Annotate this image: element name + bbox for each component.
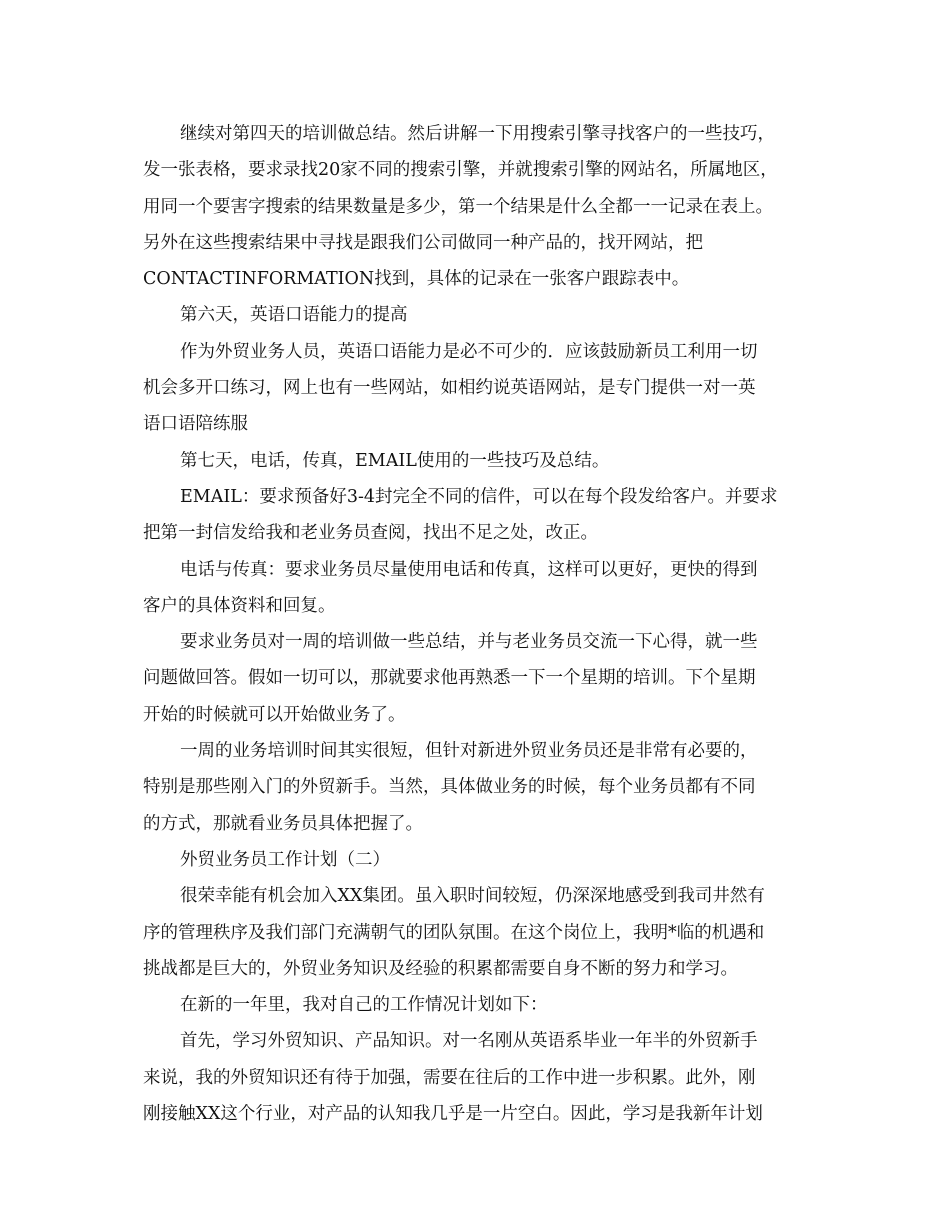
text-line: 电话与传真：要求业务员尽量使用电话和传真，这样可以更好，更快的得到 [180,559,758,580]
text-line: CONTACTINFORMATION找到，具体的记录在一张客户跟踪表中。 [143,269,690,290]
text-line: 开始的时候就可以开始做业务了。 [143,704,406,725]
text-line: 首先，学习外贸知识、产品知识。对一名刚从英语系毕业一年半的外贸新手 [180,1031,758,1052]
text-line: 外贸业务员工作计划（二） [180,849,390,870]
text-line: 作为外贸业务人员，英语口语能力是必不可少的．应该鼓励新员工利用一切 [180,341,758,362]
text-line: 第七天，电话，传真，EMAIL使用的一些技巧及总结。 [180,450,610,471]
text-line: 来说，我的外贸知识还有待于加强，需要在往后的工作中进一步积累。此外，刚 [143,1067,756,1088]
text-line: 语口语陪练服 [143,414,248,435]
document-body [143,116,815,1132]
text-line: 在新的一年里，我对自己的工作情况计划如下： [180,995,548,1016]
text-line: 刚接触XX这个行业，对产品的认知我几乎是一片空白。因此，学习是我新年计划 [143,1104,763,1125]
text-line: 序的管理秩序及我们部门充满朝气的团队氛围。在这个岗位上，我明*临的机遇和 [143,922,765,943]
text-line: 客户的具体资料和回复。 [143,595,336,616]
text-line: EMAIL：要求预备好3-4封完全不同的信件，可以在每个段发给客户。并要求 [180,486,778,507]
text-line: 用同一个要害字搜索的结果数量是多少，第一个结果是什么全都一一记录在表上。 [143,196,773,217]
text-line: 特别是那些刚入门的外贸新手。当然，具体做业务的时候，每个业务员都有不同 [143,777,756,798]
text-line: 第六天，英语口语能力的提高 [180,305,408,326]
text-line: 很荣幸能有机会加入XX集团。虽入职时间较短，仍深深地感受到我司井然有 [180,886,765,907]
text-line: 的方式，那就看业务员具体把握了。 [143,813,423,834]
text-line: 把第一封信发给我和老业务员查阅，找出不足之处，改正。 [143,523,598,544]
text-line: 要求业务员对一周的培训做一些总结，并与老业务员交流一下心得，就一些 [180,632,758,653]
text-line: 一周的业务培训时间其实很短，但针对新进外贸业务员还是非常有必要的， [180,741,758,762]
text-line: 发一张表格，要求录找20家不同的搜索引擎，并就搜索引擎的网站名，所属地区， [143,160,778,181]
text-line: 挑战都是巨大的，外贸业务知识及经验的积累都需要自身不断的努力和学习。 [143,958,738,979]
text-line: 问题做回答。假如一切可以，那就要求他再熟悉一下一个星期的培训。下个星期 [143,668,756,689]
text-line: 机会多开口练习，网上也有一些网站，如相约说英语网站，是专门提供一对一英 [143,378,756,399]
text-line: 另外在这些搜索结果中寻找是跟我们公司做同一种产品的，找开网站，把 [143,232,703,253]
text-line: 继续对第四天的培训做总结。然后讲解一下用搜索引擎寻找客户的一些技巧， [180,124,775,144]
